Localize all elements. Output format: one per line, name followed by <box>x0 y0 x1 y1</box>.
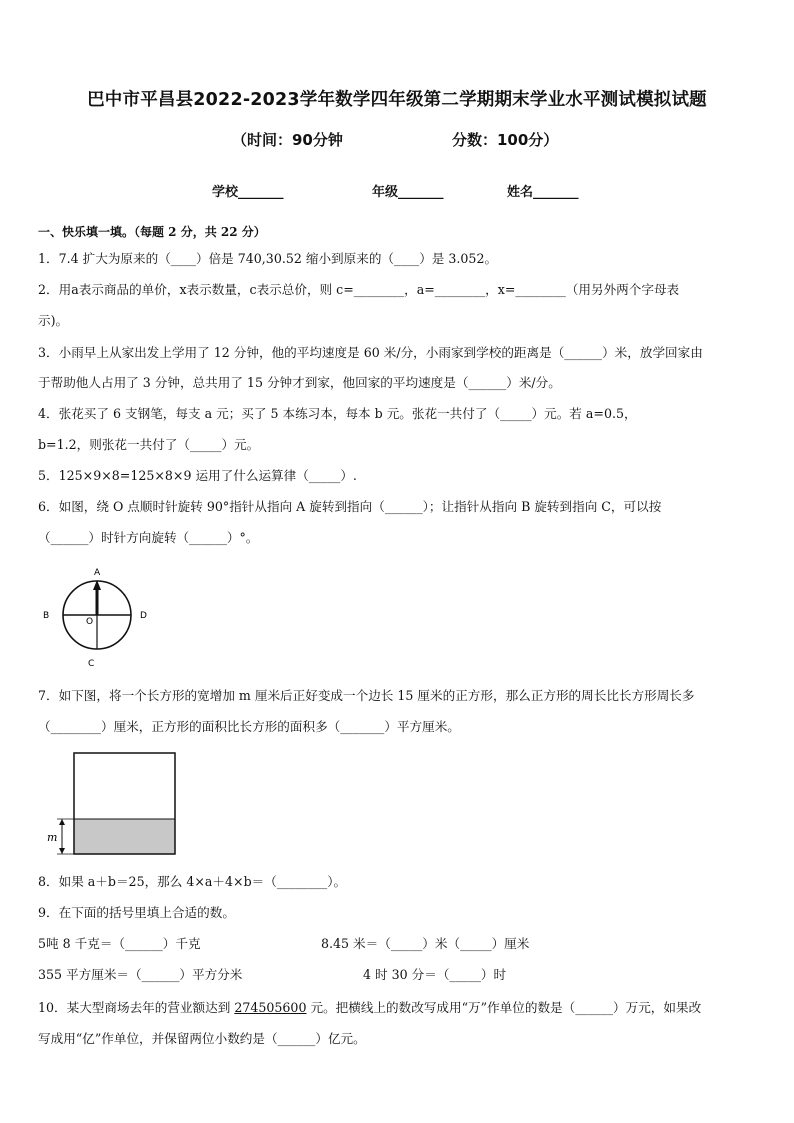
school-field[interactable]: 学校_______ <box>212 185 284 200</box>
exam-title: 巴中市平昌县2022-2023学年数学四年级第二学期期末学业水平测试模拟试题 <box>87 90 707 110</box>
question-7: 7．如下图，将一个长方形的宽增加 m 厘米后正好变成一个边长 15 厘米的正方形，那么正方形的周长比长方形周长多 <box>38 688 695 703</box>
question-1: 1．7.4 扩大为原来的（____）倍是 740,30.52 缩小到原来的（____）是 3.052。 <box>38 251 498 266</box>
question-10-suffix: 元。把横线上的数改写成用“万”作单位的数是（______）万元，如果改 <box>306 1000 702 1015</box>
exam-time: （时间：90分钟 <box>232 131 343 149</box>
question-10 <box>38 1000 701 1016</box>
question-9: 9．在下面的括号里填上合适的数。 <box>38 905 235 920</box>
grade-field[interactable]: 年级_______ <box>372 185 444 200</box>
question-2-cont: 示)。 <box>38 313 69 328</box>
question-9-item-3: 355 平方厘米＝（______）平方分米 <box>38 967 243 982</box>
question-7-cont: （________）厘米，正方形的面积比长方形的面积多（_______）平方厘米。 <box>38 719 460 734</box>
question-4: 4．张花买了 6 支钢笔，每支 a 元；买了 5 本练习本，每本 b 元。张花一共付了（_____）元。若 a=0.5， <box>38 406 637 421</box>
clock-label-a: A <box>94 568 101 578</box>
exam-score: 分数：100分） <box>452 131 559 149</box>
m-label: m <box>47 831 58 844</box>
question-9-item-1: 5吨 8 千克＝（______）千克 <box>38 936 201 951</box>
question-10-cont: 写成用“亿”作单位，并保留两位小数约是（______）亿元。 <box>38 1031 366 1046</box>
question-6-cont: （______）时针方向旋转（______）°。 <box>38 530 259 545</box>
question-8: 8．如果 a＋b＝25，那么 4×a＋4×b＝（________）。 <box>38 874 347 889</box>
section-heading: 一、快乐填一填。（每题 2 分，共 22 分） <box>38 225 266 239</box>
arrow-down-icon <box>59 848 65 854</box>
question-9-item-4: 4 时 30 分＝（_____）时 <box>363 967 507 982</box>
square-diagram <box>44 748 184 860</box>
question-6: 6．如图，绕 O 点顺时针旋转 90°指针从指向 A 旋转到指向（______）；让指针从指向 B 旋转到指向 C，可以按 <box>38 499 662 514</box>
clock-label-b: B <box>43 611 50 621</box>
question-2: 2．用a表示商品的单价，x表示数量，c表示总价，则 c=________，a=________，x=________（用另外两个字母表 <box>38 282 680 297</box>
clock-label-c: C <box>88 659 95 669</box>
question-3-cont: 于帮助他人占用了 3 分钟，总共用了 15 分钟才到家，他回家的平均速度是（______）米/分。 <box>38 375 561 390</box>
question-9-item-2: 8.45 米＝（_____）米（_____）厘米 <box>321 936 530 951</box>
question-4-cont: b=1.2，则张花一共付了（_____）元。 <box>38 437 260 452</box>
added-strip <box>74 819 175 854</box>
arrow-up-icon <box>59 819 65 825</box>
question-3: 3．小雨早上从家出发上学用了 12 分钟，他的平均速度是 60 米/分，小雨家到学校的距离是（______）米，放学回家由 <box>38 345 703 360</box>
clock-diagram <box>36 560 166 672</box>
underlined-number: 274505600 <box>234 1000 307 1015</box>
clock-label-o: O <box>86 617 94 627</box>
name-field[interactable]: 姓名_______ <box>507 185 579 200</box>
question-5: 5．125×9×8=125×8×9 运用了什么运算律（_____）. <box>38 468 357 483</box>
question-10-prefix: 10．某大型商场去年的营业额达到 <box>38 1000 235 1015</box>
clock-label-d: D <box>140 611 147 621</box>
